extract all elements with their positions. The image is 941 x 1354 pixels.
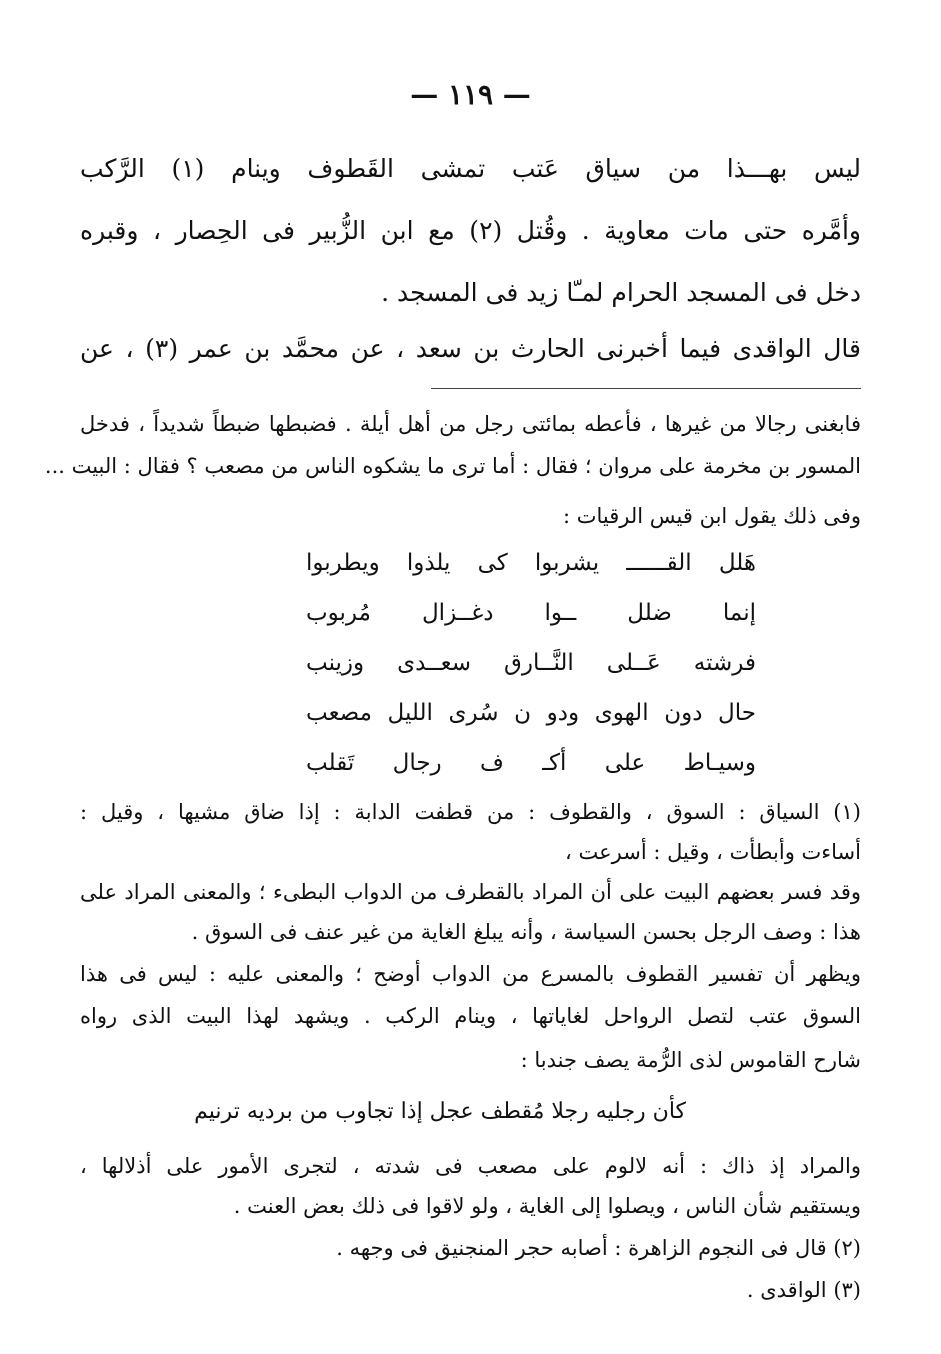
poem-verse: هَلل القــــــ يشربوا كى يلذوا ويطربوا	[306, 550, 756, 576]
footnote-line: فابغنى رجالا من غيرها ، فأعطه بمائتى رجل من أهل أيلة . فضبطها ضبطاً شديداً ، فدخل	[80, 412, 861, 436]
main-text-line: قال الواقدى فيما أخبرنى الحارث بن سعد ، عن محمَّد بن عمر (٣) ، عن	[80, 334, 861, 363]
footnote-line: (٣) الواقدى .	[746, 1278, 861, 1302]
footnote-line: والمراد إذ ذاك : أنه لالوم على مصعب فى شدته ، لتجرى الأمور على أذلالها ،	[80, 1154, 861, 1178]
footnote-line: شارح القاموس لذى الرُّمة يصف جندبا :	[520, 1048, 861, 1072]
poem-verse: حال دون الهوى ودو ن سُرى الليل مصعب	[306, 700, 756, 726]
footnote-line: هذا : وصف الرجل بحسن السياسة ، وأنه يبلغ الغاية من غير عنف فى السوق .	[191, 920, 861, 944]
footnote-line: السوق عتب لتصل الرواحل لغاياتها ، وينام الركب . ويشهد لهذا البيت الذى رواه	[80, 1004, 861, 1028]
footnote-line: وفى ذلك يقول ابن قيس الرقيات :	[562, 504, 861, 528]
poem-verse: إنما ضلل ــوا دغــزال مُربوب	[306, 600, 756, 626]
main-text-line: دخل فى المسجد الحرام لمـّا زيد فى المسجد .	[381, 278, 861, 307]
footnote-line: (٢) قال فى النجوم الزاهرة : أصابه حجر المنجنيق فى وجهه .	[336, 1236, 861, 1260]
footnote-divider	[431, 388, 861, 389]
page-number: — ١١٩ —	[410, 78, 531, 111]
poem-verse: وسيـاط على أكـ ف رجال تَقلب	[306, 750, 756, 776]
main-text-line: ليس بهـــذا من سياق عَتب تمشى القَطوف وينام (١) الرَّكب	[80, 154, 861, 183]
main-text-line: وأمَّره حتى مات معاوية . وقُتل (٢) مع ابن الزُّبير فى الحِصار ، وقبره	[80, 216, 861, 245]
footnote-line: أساءت وأبطأت ، وقيل : أسرعت ،	[565, 840, 861, 864]
footnote-line: وقد فسر بعضهم البيت على أن المراد بالقطرف من الدواب البطىء ؛ والمعنى المراد على	[80, 880, 861, 904]
footnote-line: (١) السياق : السوق ، والقطوف : من قطفت الدابة : إذا ضاق مشيها ، وقيل :	[80, 800, 861, 824]
footnote-line: ويستقيم شأن الناس ، ويصلوا إلى الغاية ، ولو لاقوا فى ذلك بعض العنت .	[233, 1194, 861, 1218]
quoted-verse: كأن رجليه رجلا مُقطف عجل إذا تجاوب من برديه ترنيم	[194, 1099, 686, 1124]
footnote-line: المسور بن مخرمة على مروان ؛ فقال : أما ترى ما يشكوه الناس من مصعب ؟ فقال : البيت ...	[44, 454, 861, 478]
footnote-line: ويظهر أن تفسير القطوف بالمسرع من الدواب أوضح ؛ والمعنى عليه : ليس فى هذا	[80, 962, 861, 986]
poem-verse: فرشته عَــلى النَّــارق سعــدى وزينب	[306, 650, 756, 676]
